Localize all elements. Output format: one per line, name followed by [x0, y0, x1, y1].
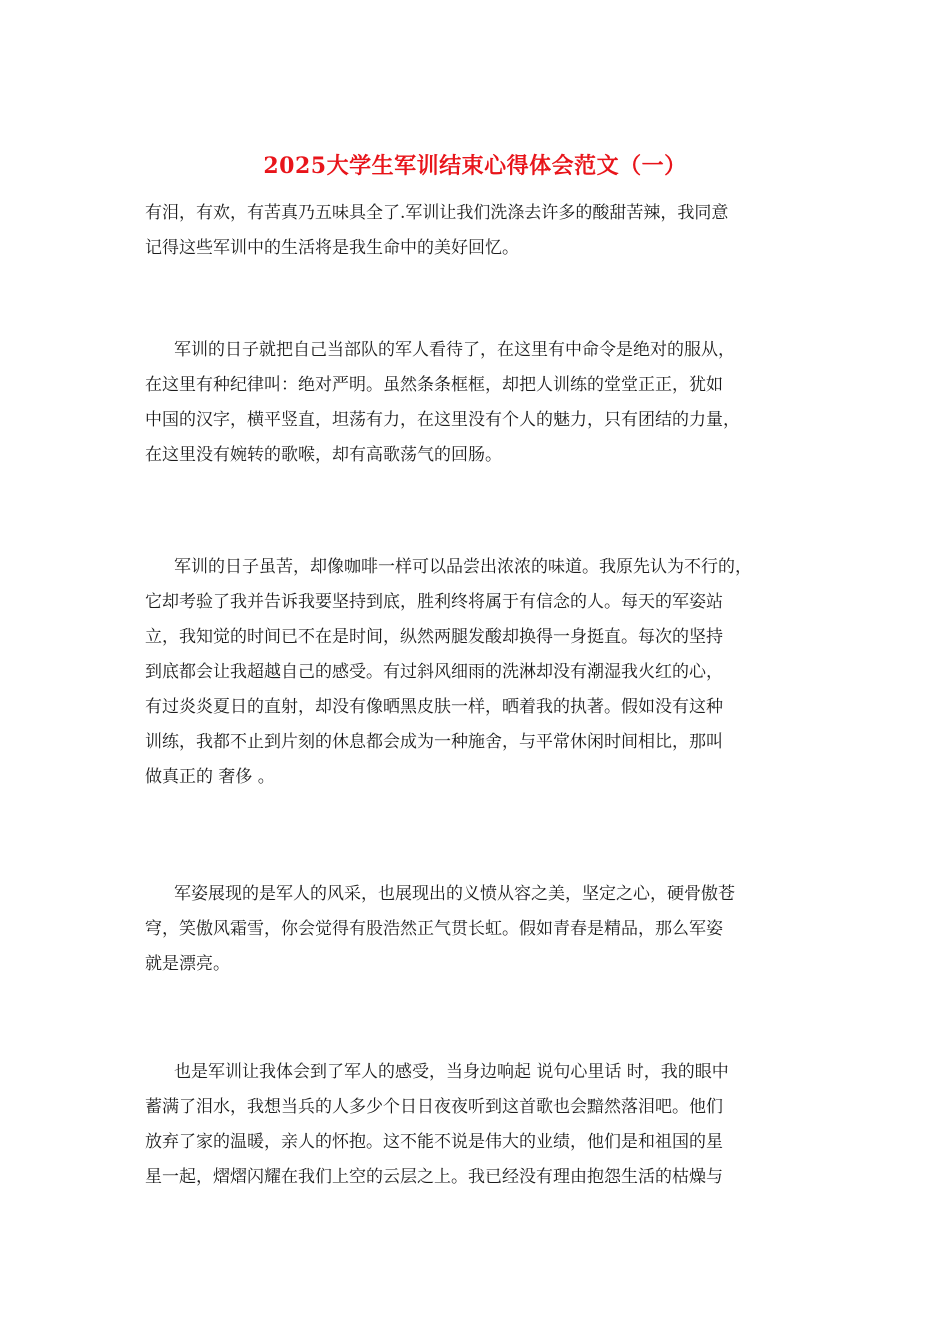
text-line: 在这里有种纪律叫：绝对严明。虽然条条框框，却把人训练的堂堂正正，犹如 — [145, 375, 723, 395]
text-line: 军训的日子虽苦，却像咖啡一样可以品尝出浓浓的味道。我原先认为不行的， — [174, 557, 752, 577]
paragraph-5 — [145, 1055, 825, 1195]
text-line: 也是军训让我体会到了军人的感受，当身边响起 说句心里话 时，我的眼中 — [174, 1062, 729, 1082]
paragraph-3 — [145, 550, 825, 795]
text-line: 就是漂亮。 — [145, 954, 230, 974]
text-line: 有过炎炎夏日的直射，却没有像晒黑皮肤一样，晒着我的执著。假如没有这种 — [145, 697, 723, 717]
text-line: 放弃了家的温暖，亲人的怀抱。这不能不说是伟大的业绩，他们是和祖国的星 — [145, 1132, 723, 1152]
text-line: 星一起，熠熠闪耀在我们上空的云层之上。我已经没有理由抱怨生活的枯燥与 — [145, 1167, 723, 1187]
text-line: 在这里没有婉转的歌喉，却有高歌荡气的回肠。 — [145, 445, 502, 465]
text-line: 它却考验了我并告诉我要坚持到底，胜利终将属于有信念的人。每天的军姿站 — [145, 592, 723, 612]
paragraph-1 — [145, 196, 825, 266]
paragraph-2 — [145, 333, 825, 473]
text-line: 到底都会让我超越自己的感受。有过斜风细雨的洗淋却没有潮湿我火红的心， — [145, 662, 723, 682]
text-line: 做真正的 奢侈 。 — [145, 767, 275, 787]
paragraph-4 — [145, 877, 825, 982]
text-line: 军训的日子就把自己当部队的军人看待了，在这里有中命令是绝对的服从， — [174, 340, 735, 360]
text-line: 记得这些军训中的生活将是我生命中的美好回忆。 — [145, 238, 519, 258]
text-line: 立，我知觉的时间已不在是时间，纵然两腿发酸却换得一身挺直。每次的坚持 — [145, 627, 723, 647]
text-line: 中国的汉字，横平竖直，坦荡有力，在这里没有个人的魅力，只有团结的力量， — [145, 410, 740, 430]
text-line: 军姿展现的是军人的风采，也展现出的义愤从容之美，坚定之心，硬骨傲苍 — [174, 884, 735, 904]
document-title: 2025大学生军训结束心得体会范文（一） — [263, 153, 687, 179]
text-line: 有泪，有欢，有苦真乃五味具全了.军训让我们洗涤去许多的酸甜苦辣，我同意 — [145, 203, 729, 223]
text-line: 蓄满了泪水，我想当兵的人多少个日日夜夜听到这首歌也会黯然落泪吧。他们 — [145, 1097, 723, 1117]
text-line: 穹，笑傲风霜雪，你会觉得有股浩然正气贯长虹。假如青春是精品，那么军姿 — [145, 919, 723, 939]
text-line: 训练，我都不止到片刻的休息都会成为一种施舍，与平常休闲时间相比，那叫 — [145, 732, 723, 752]
